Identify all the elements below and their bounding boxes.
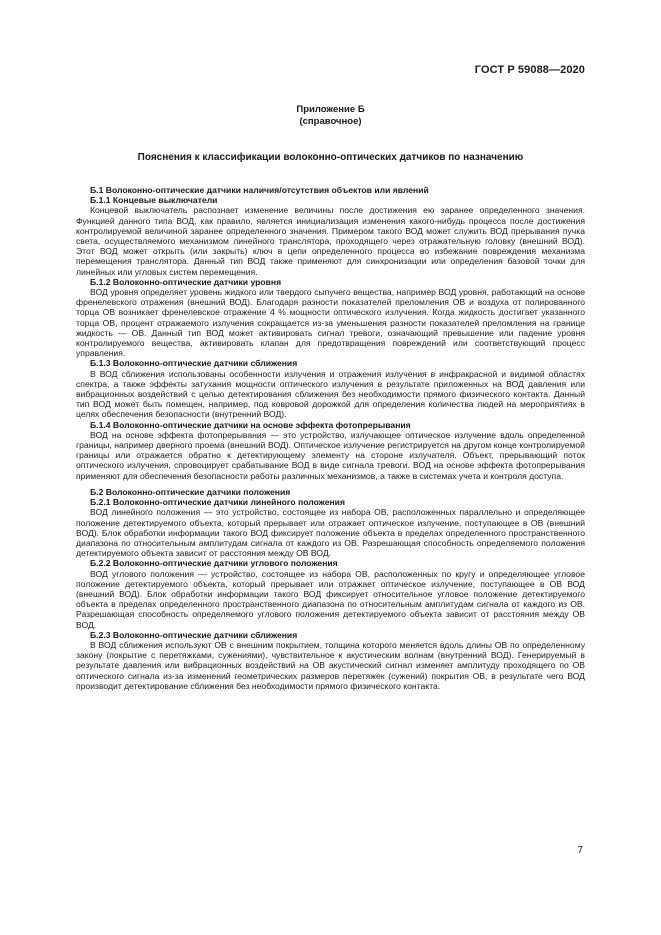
subsection-heading-b2-2: Б.2.2 Волоконно-оптические датчики углового положения <box>90 558 338 569</box>
standard-number: ГОСТ Р 59088—2020 <box>474 64 585 76</box>
section-heading-b1: Б.1 Волоконно-оптические датчики наличия/отсутствия объектов или явлений <box>90 185 429 195</box>
subsection-heading-b1-1: Б.1.1 Концевые выключатели <box>90 195 218 206</box>
paragraph-b1-3: В ВОД сближения использованы особенности излучения и отражения излучения в инфракрасной и видимой областях спектра, а также эффекты затухания мощности оптического излучения в результате приложенных на ВОД давления или вибрационных воздействий с целью детектирования сближения без необходимости прямого физического контакта. Данный тип ВОД может быть помещен, например, под ковровой дорожкой для определения количества людей на мероприятиях в целях обеспечения безопасности (внутренний ВОД). <box>76 368 585 420</box>
paragraph-b2-1: ВОД линейного положения — это устройство, состоящее из набора ОВ, расположенных параллельно и определяющее положение детектируемого объекта, который прерывает или отражает оптическое излучение, поступающее в ОВ (внешний ВОД). Блок обработки информации такого ВОД фиксирует положение объекта в пределах определенного пространственного диапазона по относительным амплитудам сигнала от каждого из ОВ. Разрешающая способность определяемого положения детектируемого объекта зависит от расстояния между ОВ ВОД. <box>76 507 585 559</box>
paragraph-b2-3: В ВОД сближения используют ОВ с внешним покрытием, толщина которого меняется вдоль длины ОВ по определенному закону (покрытие с перетяжками, сужениями), чувствительное к акустическим волнам (внутренний ВОД). Генерируемый в результате давления или вибрационных воздействий на ОВ акустический сигнал изменяет амплитуду проходящего по ОВ оптического сигнала из-за изменений геометрических размеров перетяжек (сужений) покрытия ОВ, в результате чего ВОД производит детектирование сближения без необходимости прямого физического контакта. <box>76 639 585 691</box>
subsection-heading-b1-4: Б.1.4 Волоконно-оптические датчики на основе эффекта фотопрерывания <box>90 419 411 430</box>
paragraph-b1-1: Концевой выключатель распознает изменение величины после достижения ею заранее определенного значения. Функцией данного типа ВОД, как правило, является инициализация изменения какого-нибудь процесса после достижения контролируемой величиной заранее определенного значения. Примером такого ВОД может служить ВОД прерывания пучка света, осуществляемого механизмом линейного транслятора, проходящего через отражательную головку (внешний ВОД). Этот ВОД может открыть (или закрыть) ключ в цепи определенного процесса во избежание повреждения механизма перемещения транслятора. Данный тип ВОД также применяют для синхронизации или определения базовой точки для линейных или угловых систем перемещения. <box>76 205 585 277</box>
subsection-heading-b2-3: Б.2.3 Волоконно-оптические датчики сближения <box>90 629 298 640</box>
subsection-heading-b1-3: Б.1.3 Волоконно-оптические датчики сближения <box>90 358 298 369</box>
main-title: Пояснения к классификации волоконно-оптических датчиков по назначению <box>137 152 524 163</box>
annex-status: (справочное) <box>299 116 362 127</box>
section-heading-b2: Б.2 Волоконно-оптические датчики положения <box>90 486 291 497</box>
annex-heading <box>0 104 661 128</box>
document-body <box>76 185 585 691</box>
subsection-heading-b2-1: Б.2.1 Волоконно-оптические датчики линейного положения <box>90 497 345 508</box>
paragraph-b2-2: ВОД углового положения — устройство, состоящее из набора ОВ, расположенных по кругу и определяющее угловое положение детектируемого объекта, который прерывает или отражает оптическое излучение, поступающее в ОВ ВОД (внешний ВОД). Блок обработки информации такого ВОД фиксирует относительное угловое положение детектируемого объекта в пределах определенного пространственного диапазона по относительным амплитудам сигнала от каждого из ОВ. Разрешающая способность определяемого углового положения детектируемого объекта зависит от расстояния между ОВ ВОД. <box>76 568 585 630</box>
page-number: 7 <box>577 845 583 856</box>
paragraph-b1-4: ВОД на основе эффекта фотопрерывания — это устройство, излучающее оптическое излучение вдоль определенной границы, например дверного проема (внешний ВОД). Оптическое излучение регистрируется на другом конце контролируемой границы или отражается обратно к детектирующему элементу на стороне излучателя. Объект, прерывающий поток оптического излучения, спровоцирует срабатывание ВОД в виде сигнала тревоги. ВОД на основе эффекта фотопрерывания применяют для обеспечения безопасности работы различных механизмов, а также в системах учета и контроля доступа. <box>76 429 585 481</box>
subsection-heading-b1-2: Б.1.2 Волоконно-оптические датчики уровня <box>90 276 282 287</box>
paragraph-b1-2: ВОД уровня определяет уровень жидкого или твердого сыпучего вещества, например ВОД уровня, работающий на основе френелевского отражения (внешний ВОД). Благодаря разности показателей преломления ОВ и воздуха от полированного торца ОВ возникает френелевское отражение 4 % мощности оптического излучения. Когда жидкость достигает указанного торца ОВ, процент отражаемого излучения сокращается из-за уменьшения разности показателей преломления на границе жидкость — ОВ. Данный тип ВОД может активировать сигнал тревоги, означающий превышение или падение уровня контролируемого вещества, активировать клапан для предотвращения повреждений или соответствующий процесс управления. <box>76 287 585 359</box>
annex-title: Приложение Б <box>296 104 365 115</box>
